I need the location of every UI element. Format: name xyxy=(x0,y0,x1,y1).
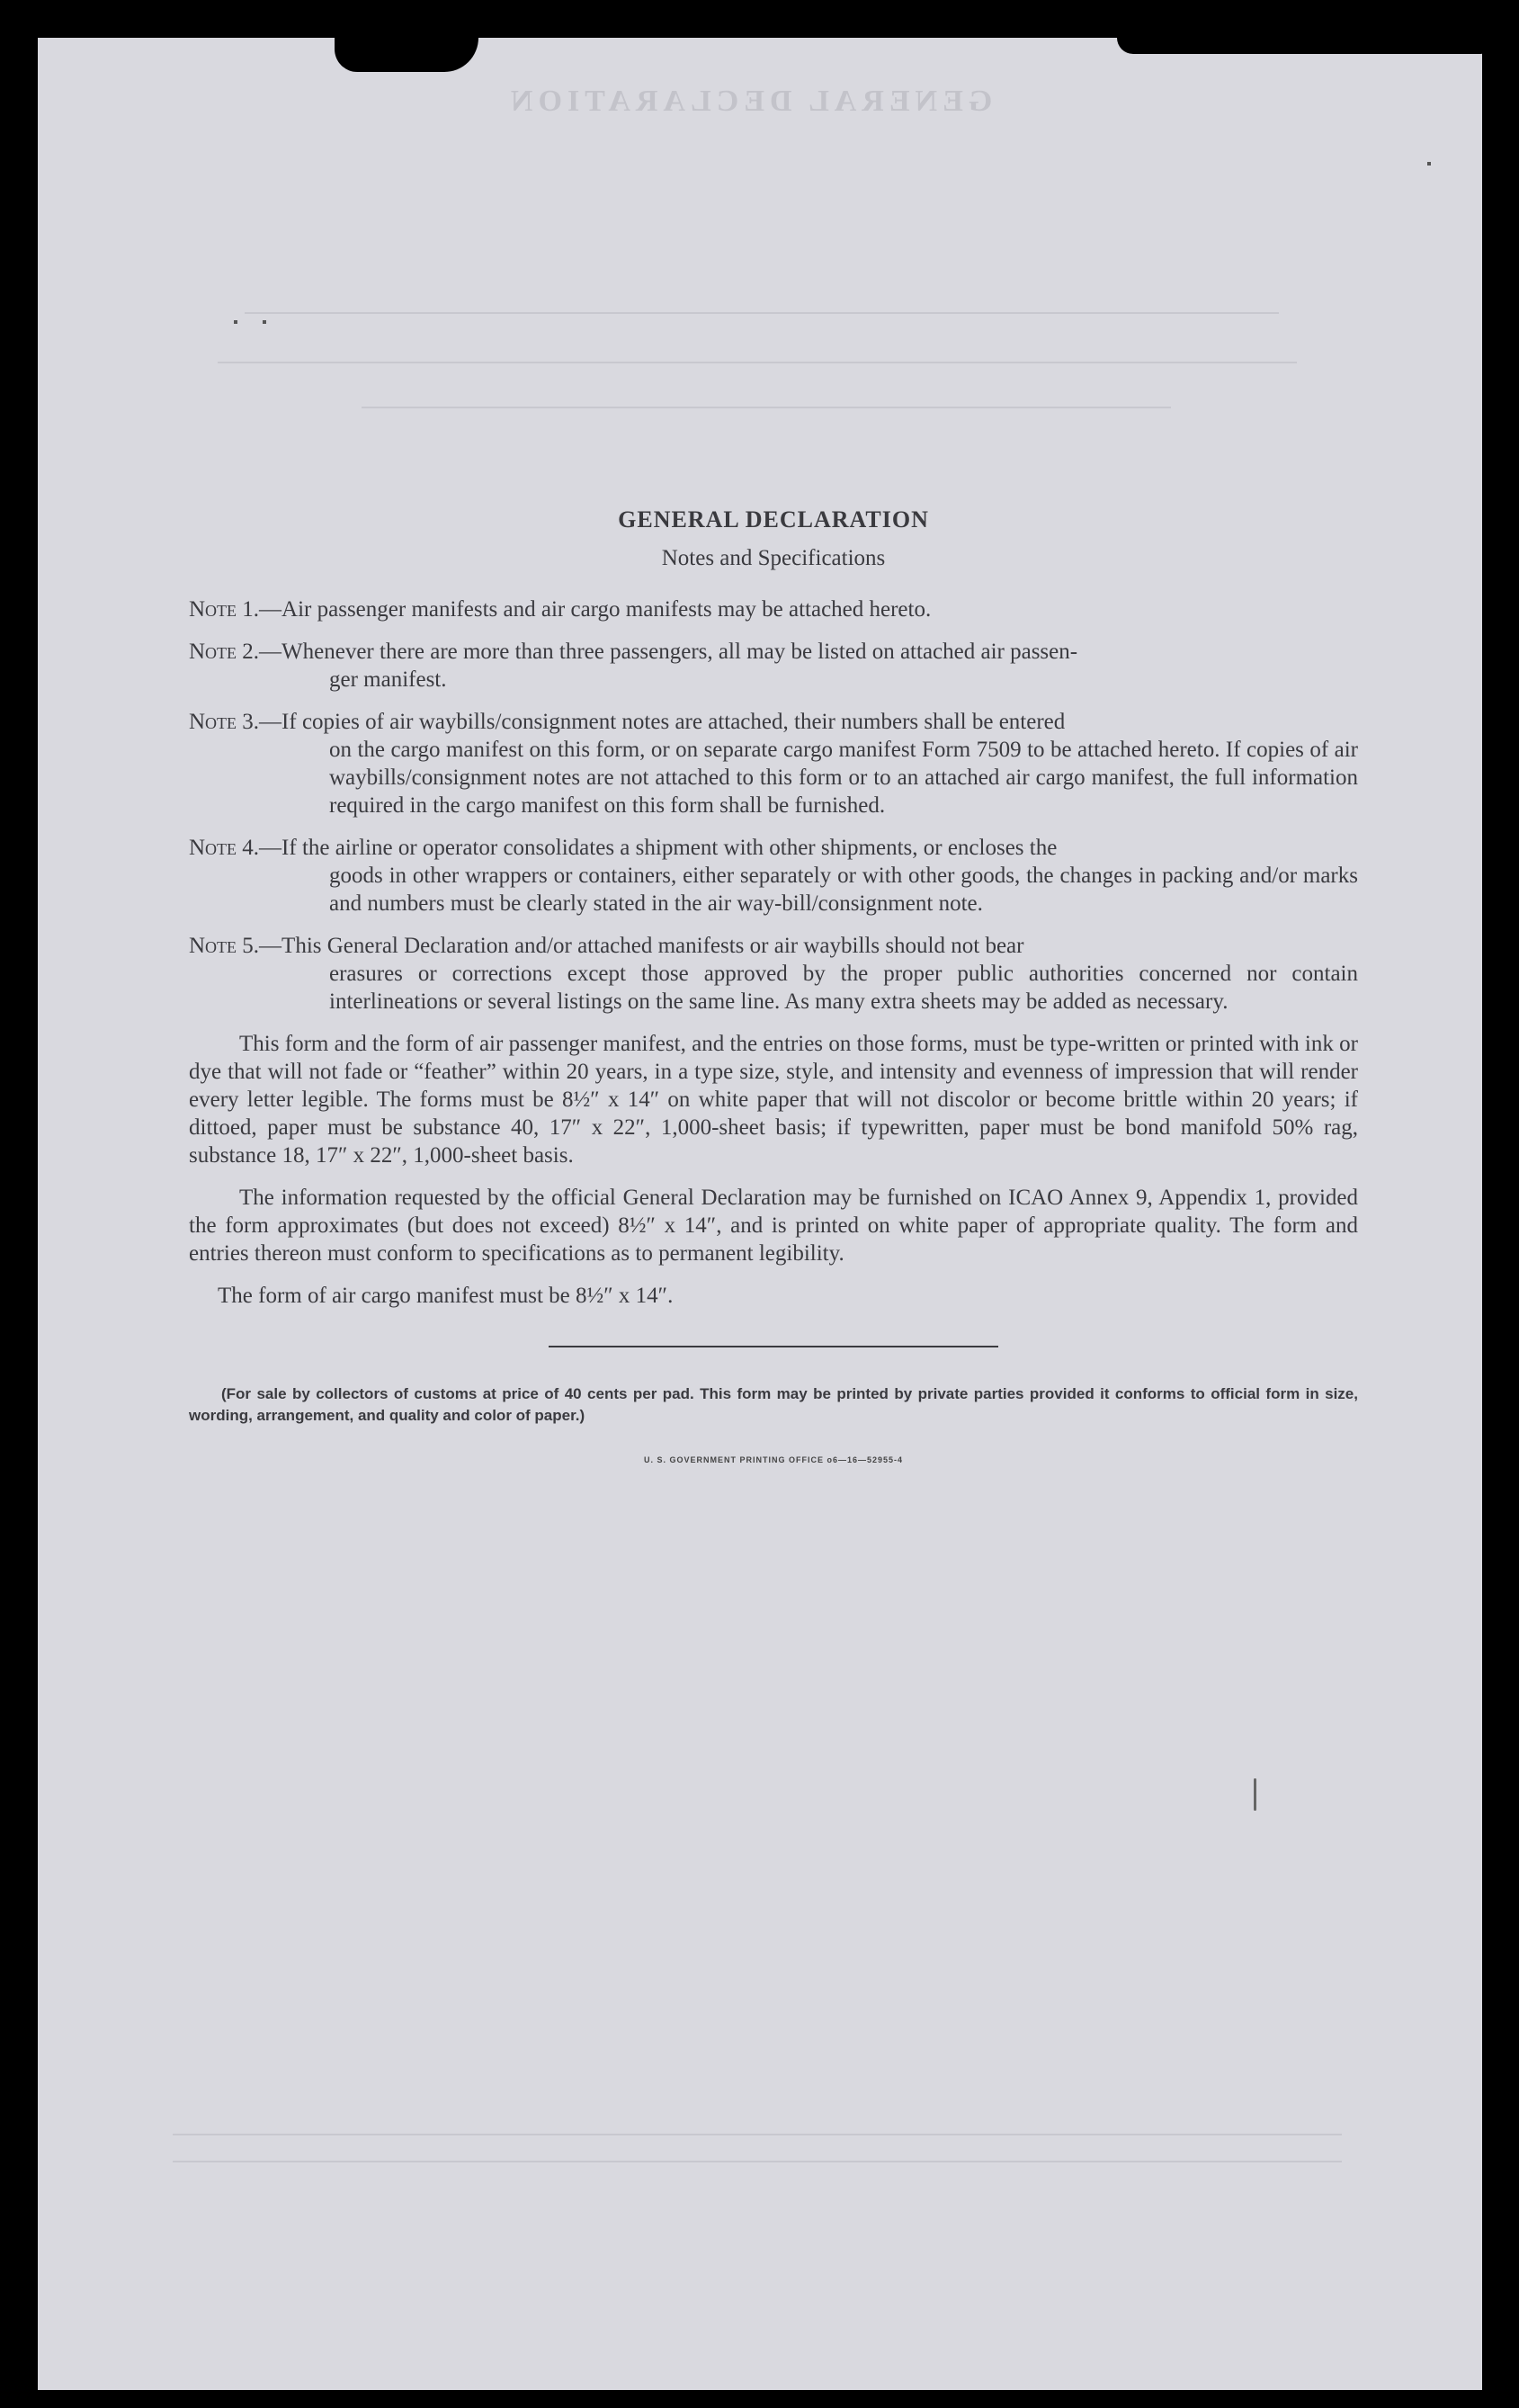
note-label: Note 3. xyxy=(189,710,260,734)
bleed-through-line xyxy=(362,407,1171,408)
note-text: —If the airline or operator consolidates a shipment with other shipments, or encloses the xyxy=(259,836,1058,860)
bleed-through-line xyxy=(245,312,1279,314)
torn-edge xyxy=(1117,38,1482,54)
note-continuation: on the cargo manifest on this form, or on separate cargo manifest Form 7509 to be attached hereto. If copies of air waybills/consignment notes are not attached to this form or to an attached air cargo manifest, the full information required in the cargo manifest on this form shall be furnished. xyxy=(329,738,1358,818)
note-item xyxy=(189,595,1358,623)
note-item xyxy=(189,708,1358,819)
paragraph-icao: The information requested by the official General Declaration may be furnished on ICAO Annex 9, Appendix 1, provided the form approximates (but does not exceed) 8½″ x 14″, and is printed on white paper of appropriate quality. The form and entries thereon must conform to specifications as to permanent legibility. xyxy=(189,1186,1358,1266)
note-item xyxy=(189,638,1358,694)
divider xyxy=(549,1346,998,1347)
note-item xyxy=(189,834,1358,918)
bleed-through-line xyxy=(218,362,1297,363)
bleed-through-line xyxy=(173,2161,1342,2162)
paragraph-form-requirements: This form and the form of air passenger manifest, and the entries on those forms, must be type-written or printed with ink or dye that will not fade or “feather” within 20 years, in a type size, style, and intensity and evenness of impression that will render every letter legible. The forms must be 8½″ x 14″ on white paper that will not discolor or become brittle within 20 years; if dittoed, paper must be substance 40, 17″ x 22″, 1,000-sheet basis; if typewritten, paper must be bond manifold 50% rag, substance 18, 17″ x 22″, 1,000-sheet basis. xyxy=(189,1032,1358,1168)
speck xyxy=(263,320,266,324)
speck xyxy=(1427,162,1431,166)
paragraph-cargo-manifest: The form of air cargo manifest must be 8½″ x 14″. xyxy=(218,1284,674,1308)
note-text: —Whenever there are more than three passengers, all may be listed on attached air passen- xyxy=(259,640,1078,664)
note-text: —If copies of air waybills/consignment notes are attached, their numbers shall be entered xyxy=(259,710,1066,734)
page-subtitle: Notes and Specifications xyxy=(661,546,886,570)
note-continuation: ger manifest. xyxy=(329,667,447,692)
note-label: Note 5. xyxy=(189,934,260,958)
bleed-through-title: GENERAL DECLARATION xyxy=(505,85,993,118)
notes-section xyxy=(189,506,1358,1474)
document-page xyxy=(38,38,1482,2390)
note-label: Note 1. xyxy=(189,597,260,622)
note-continuation: erasures or corrections except those approved by the proper public authorities concerned nor contain interlineations or several listings on the same line. As many extra sheets may be added as necessary. xyxy=(329,962,1358,1014)
sale-notice: (For sale by collectors of customs at price of 40 cents per pad. This form may be printed by private parties provided it conforms to official form in size, wording, arrangement, and quality and color of paper.) xyxy=(189,1385,1358,1424)
speck xyxy=(234,320,237,324)
page-title: GENERAL DECLARATION xyxy=(618,506,929,533)
bleed-through-line xyxy=(173,2134,1342,2135)
printer-imprint: U. S. GOVERNMENT PRINTING OFFICE o6—16—52955-4 xyxy=(643,1455,904,1464)
note-item xyxy=(189,932,1358,1016)
torn-edge xyxy=(335,38,478,72)
pencil-mark xyxy=(1254,1778,1256,1811)
note-label: Note 4. xyxy=(189,836,260,860)
note-text: —This General Declaration and/or attached manifests or air waybills should not bear xyxy=(259,934,1024,958)
note-continuation: goods in other wrappers or containers, either separately or with other goods, the changes in packing and/or marks and numbers must be clearly stated in the air way-bill/consignment note. xyxy=(329,864,1358,916)
note-text: —Air passenger manifests and air cargo manifests may be attached hereto. xyxy=(259,597,932,622)
note-label: Note 2. xyxy=(189,640,260,664)
